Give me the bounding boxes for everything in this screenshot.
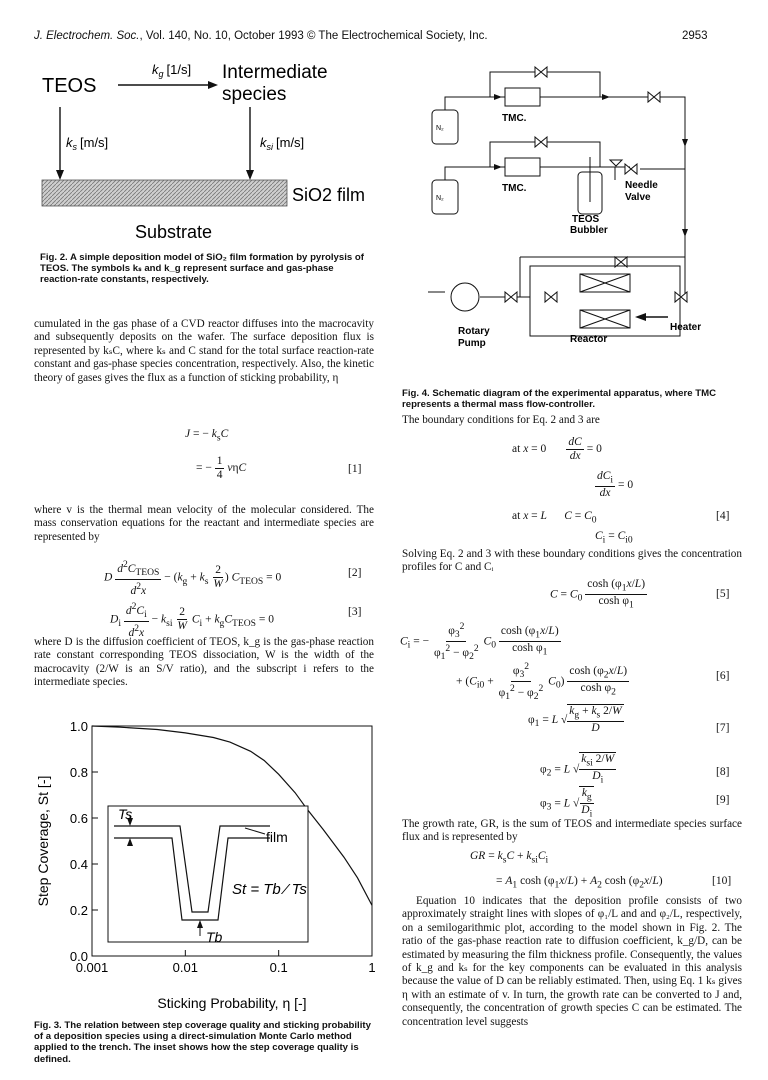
bc-2: $\frac{dC_i}{dx}$ = 0 xyxy=(597,470,634,500)
inset-st-equation: St = Tb ⁄ Ts xyxy=(232,881,307,898)
eq-number-5: [5] xyxy=(716,588,730,600)
eq-number-3: [3] xyxy=(348,606,362,618)
equation-1a: J = − $k_sC$ xyxy=(185,428,229,444)
bc-4: $C_i = C_{i0}$ xyxy=(595,530,633,546)
equation-7: $\varphi_1 = L$ √ $\frac{k_g + k_s 2/W}{D}$ xyxy=(528,705,622,735)
running-header xyxy=(34,30,488,42)
valve-label: Valve xyxy=(625,192,651,203)
page-number: 2953 xyxy=(682,30,708,42)
equation-6b: + ($C_{i0}$ + $\frac{\varphi_3^2}{\varphi_1^2 - \varphi_2^2}$ $C_0$) $\frac{\cosh (\varphi_2x/L)}{\cosh \varphi_2}$ xyxy=(456,661,628,703)
step-coverage-chart xyxy=(30,716,380,1016)
growth-rate-paragraph: The growth rate, GR, is the sum of TEOS and intermediate species surface flux and is represented by xyxy=(402,818,742,844)
figure-2-caption: Fig. 2. A simple deposition model of SiO₂ film formation by pyrolysis of TEOS. The symbols kₛ and k_g represent surface and gas-phase reaction-rate constants, respectively. xyxy=(40,252,364,286)
paragraph-flux: cumulated in the gas phase of a CVD reactor diffuses into the macrocavity and subsequently deposits on the wafer. The surface deposition flux is represented by kₛC, where kₛ and C stand for the total surface reaction-rate constant and gas-phase species concentration, respectively. Also, the kinetic theory of gases gives the flux as a function of sticking probability, η xyxy=(34,318,374,384)
boundary-intro: The boundary conditions for Eq. 2 and 3 are xyxy=(402,414,600,426)
apparatus-diagram xyxy=(420,52,745,382)
equation-6a: $C_i$ = − $\frac{\varphi_3^2}{\varphi_1^2 - \varphi_2^2}$ $C_0$ $\frac{\cosh (\varphi_1x/L)}{\cosh \varphi_1}$ xyxy=(400,621,559,663)
needle-label: Needle xyxy=(625,180,658,191)
kg-label: $k_g$ [1/s] xyxy=(152,62,192,79)
paragraph-definitions: where D is the diffusion coefficient of TEOS, k_g is the gas-phase reaction rate constant corresponding TEOS dissociation, W is the width of the macrocavity (2/W is an S/V ratio), and the subscript i refers to the intermediate species. xyxy=(34,636,374,689)
journal-details: , Vol. 140, No. 10, October 1993 © The Electrochemical Society, Inc. xyxy=(139,30,488,42)
solving-paragraph: Solving Eq. 2 and 3 with these boundary conditions gives the concentration profiles for C and Cᵢ xyxy=(402,548,742,574)
bubbler-label: Bubbler xyxy=(570,225,608,236)
equation-5: $C = C_0$ $\frac{\cosh (\varphi_1x/L)}{\cosh \varphi_1}$ xyxy=(550,578,646,611)
figure-4-caption: Fig. 4. Schematic diagram of the experimental apparatus, where TMC represents a thermal mass flow-controller. xyxy=(402,388,717,411)
equation-3: $D_i$ $\frac{d^2C_i}{d^2x}$ − $k_{si}$ $\frac{2}{W}$ $C_i + k_gC_{TEOS} = 0$ xyxy=(110,601,274,639)
y-tick-label: 1.0 xyxy=(69,719,88,734)
species-label: species xyxy=(222,84,287,105)
deposition-model-diagram xyxy=(40,52,370,252)
eq-number-1: [1] xyxy=(348,463,362,475)
inset-trench-diagram xyxy=(108,806,308,945)
ksi-label: $k_{si}$ [m/s] xyxy=(260,135,305,152)
equation-8: $\varphi_2 = L$ √ $\frac{k_{si} 2/W}{D_i}$ xyxy=(540,753,615,786)
y-tick-label: 0.4 xyxy=(69,857,88,872)
ksi-arrow xyxy=(246,170,254,180)
substrate-label: Substrate xyxy=(135,222,213,242)
eq-number-2: [2] xyxy=(348,567,362,579)
y-tick-label: 0.0 xyxy=(69,949,88,964)
sio2-film-layer xyxy=(42,180,287,206)
paragraph-conservation: where v is the thermal mean velocity of the molecular considered. The mass conservation equations for the reactant and intermediate species are represented by xyxy=(34,504,374,543)
teos-label: TEOS xyxy=(42,75,97,97)
tmc-label-2: TMC. xyxy=(502,183,527,194)
x-tick-label: 0.001 xyxy=(75,960,109,975)
ks-arrow xyxy=(56,170,64,180)
eq-number-10: [10] xyxy=(712,875,732,887)
x-tick-label: 0.01 xyxy=(172,960,198,975)
pump-label: Pump xyxy=(458,338,486,349)
x-axis-label: Sticking Probability, η [-] xyxy=(157,995,307,1011)
y-tick-label: 0.8 xyxy=(69,765,88,780)
eq-number-9: [9] xyxy=(716,794,730,806)
intermediate-label: Intermediate xyxy=(222,62,328,83)
journal-name: J. Electrochem. Soc. xyxy=(34,30,140,42)
equation-2: D $\frac{d^2C_{TEOS}}{d^2x}$ − ($k_g + k_s$ $\frac{2}{W}$ ) $C_{TEOS} = 0$ xyxy=(104,559,282,597)
figure-2 xyxy=(40,52,370,252)
equation-9: $\varphi_3 = L$ √ $\frac{k_g}{D_i}$ xyxy=(540,787,593,820)
equation-10a: GR = $k_sC + k_{si}C_i$ xyxy=(470,850,549,866)
ks-label: $k_s$ [m/s] xyxy=(66,135,109,152)
inset-ts-label: Ts xyxy=(118,806,133,822)
heater-label: Heater xyxy=(670,322,702,333)
eq-number-6: [6] xyxy=(716,670,730,682)
inset-film-label: film xyxy=(266,829,288,845)
equation-10b: = $A_1$ $\cosh (\varphi_1x/L) + A_2$ $\cosh (\varphi_2x/L)$ xyxy=(496,875,663,891)
inset-tb-label: Tb xyxy=(206,929,223,945)
n2-label-2: N₂ xyxy=(436,195,444,202)
eq-number-7: [7] xyxy=(716,722,730,734)
reactor-label: Reactor xyxy=(570,334,608,345)
bc-1: at x = 0 $\frac{dC}{dx}$ = 0 xyxy=(512,436,602,462)
x-tick-label: 1 xyxy=(368,960,376,975)
y-tick-label: 0.6 xyxy=(69,811,88,826)
rotary-label: Rotary xyxy=(458,326,490,337)
eq-number-4: [4] xyxy=(716,510,730,522)
equation-1b: = − $\frac{1}{4}$ vηC xyxy=(196,455,247,481)
figure-3 xyxy=(30,716,380,1016)
x-tick-label: 0.1 xyxy=(269,960,288,975)
film-label: SiO2 film xyxy=(292,185,366,205)
figure-3-caption: Fig. 3. The relation between step coverage quality and sticking probability of a deposition species using a direct-simulation Monte Carlo method applied to the trench. The inset shows how the step coverage quality is defined. xyxy=(34,1020,371,1065)
y-tick-label: 0.2 xyxy=(69,903,88,918)
eq-number-8: [8] xyxy=(716,766,730,778)
figure-4 xyxy=(420,52,745,382)
bc-3: at x = L $C = C_0$ xyxy=(512,510,597,526)
discussion-paragraph: Equation 10 indicates that the deposition profile consists of two approximately straight lines with slopes of φ₁/L and and φ₂/L, respectively, on a semilogarithmic plot, according to the model shown in Fig. 2. The ratio of the gas-phase reaction rate to diffusion coefficient, k_g/D, can be estimated by measuring the film thickness profile. Consequently, the values of k_g and kₛ for the key components can be evaluated in this analysis because the value of D can be reliably estimated. Then, using Eq. 1 kₛ gives η with an estimate of v. In turn, the growth rate can be converted to J and, consequently, the concentration of growth species C can be estimated. The concentration level suggests xyxy=(402,895,742,1028)
tmc-label-1: TMC. xyxy=(502,113,527,124)
n2-label-1: N₂ xyxy=(436,125,444,132)
bubbler-teos-label: TEOS xyxy=(572,214,600,225)
y-axis-label: Step Coverage, St [-] xyxy=(35,775,51,907)
